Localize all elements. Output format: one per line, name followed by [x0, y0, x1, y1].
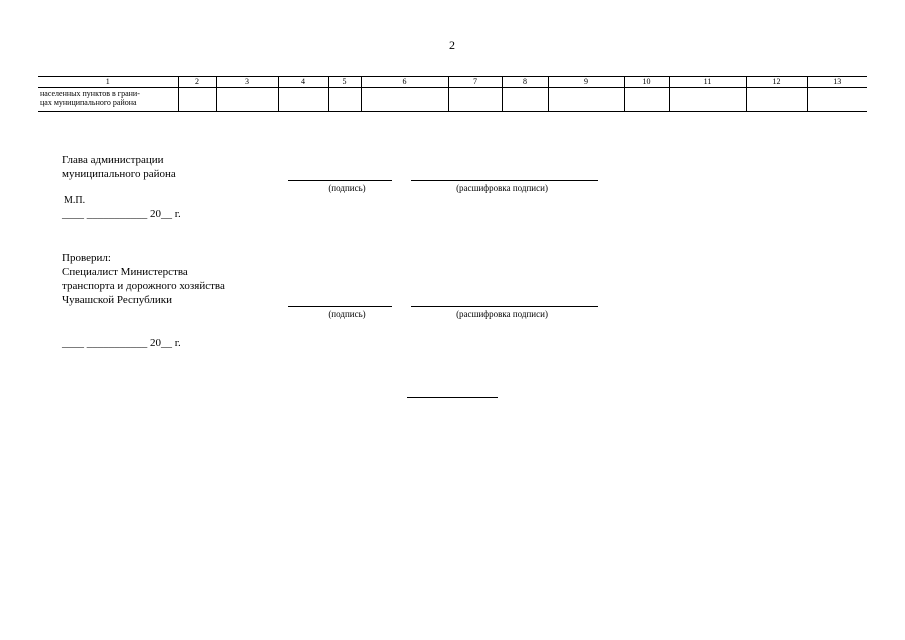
date-line: ____ ___________ 20__ г. [62, 337, 181, 349]
table-cell [502, 88, 548, 112]
checked-label: Проверил: [62, 252, 111, 264]
signature-line [288, 180, 392, 181]
column-header: 1 [38, 77, 178, 88]
decode-signature-line [411, 180, 598, 181]
table-cell [746, 88, 807, 112]
table-cell [624, 88, 669, 112]
column-header: 2 [178, 77, 216, 88]
stamp-label: М.П. [64, 195, 86, 206]
column-header: 11 [669, 77, 746, 88]
row-label-cell [38, 88, 178, 112]
column-header: 8 [502, 77, 548, 88]
signature-caption: (подпись) [328, 183, 366, 193]
checker-line1: Специалист Министерства [62, 266, 188, 278]
table-row [38, 88, 867, 112]
column-header: 10 [624, 77, 669, 88]
table-cell [328, 88, 361, 112]
table-cell [807, 88, 867, 112]
checker-line2: транспорта и дорожного хозяйства [62, 280, 225, 292]
column-header: 4 [278, 77, 328, 88]
decode-caption: (расшифровка подписи) [456, 183, 548, 193]
checker-line3: Чувашской Республики [62, 294, 173, 306]
head-title-line1: Глава администрации [62, 154, 164, 166]
column-header: 5 [328, 77, 361, 88]
table-cell [669, 88, 746, 112]
page-number: 2 [449, 38, 455, 52]
column-header: 13 [807, 77, 867, 88]
table-cell [278, 88, 328, 112]
signature-line [288, 306, 392, 307]
row-label-line: цах муниципального района [40, 98, 137, 107]
table-cell [178, 88, 216, 112]
column-header: 12 [746, 77, 807, 88]
table-cell [216, 88, 278, 112]
decode-signature-line [411, 306, 598, 307]
end-separator-line [407, 397, 498, 398]
date-line: ____ ___________ 20__ г. [62, 208, 181, 220]
column-header: 3 [216, 77, 278, 88]
row-label-line: населенных пунктов в грани- [40, 89, 140, 98]
data-table [38, 76, 867, 112]
table-header-row [38, 77, 867, 88]
signature-caption: (подпись) [328, 309, 366, 319]
table-cell [548, 88, 624, 112]
column-header: 7 [448, 77, 502, 88]
head-title-line2: муниципального района [62, 168, 176, 180]
table-cell [361, 88, 448, 112]
decode-caption: (расшифровка подписи) [456, 309, 548, 319]
table-cell [448, 88, 502, 112]
column-header: 6 [361, 77, 448, 88]
column-header: 9 [548, 77, 624, 88]
